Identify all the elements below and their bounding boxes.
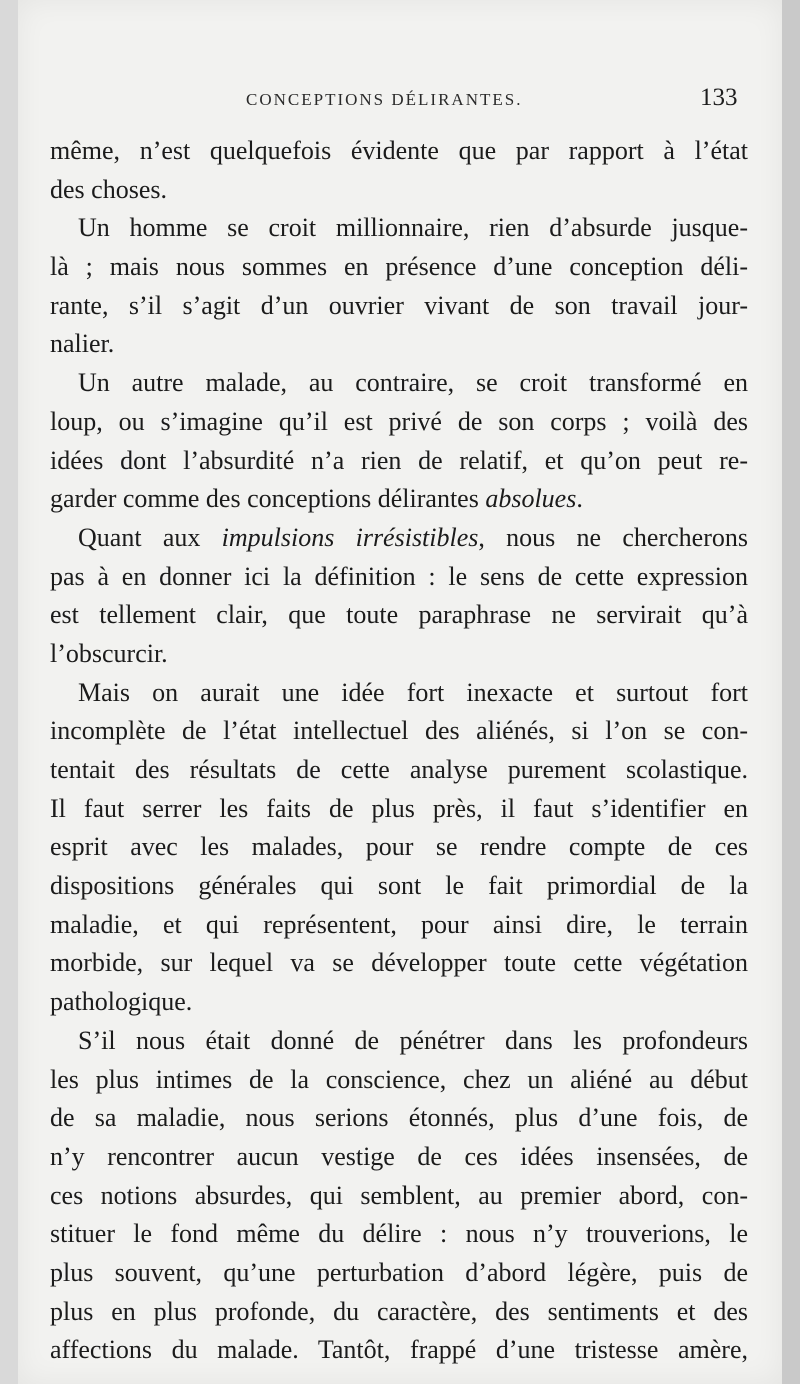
line-text: Un autre malade, au contraire, se croit transformé en: [78, 368, 748, 398]
line-text: esprit avec les malades, pour se rendre compte de ces: [50, 832, 748, 862]
line-text: les plus intimes de la conscience, chez un aliéné au début: [50, 1064, 748, 1094]
line-text-before: garder comme des conceptions délirantes: [50, 484, 486, 514]
text-line: [50, 712, 748, 751]
line-text: incomplète de l’état intellectuel des aliénés, si l’on se con-: [50, 716, 748, 746]
page-header: [0, 84, 800, 118]
line-text: S’il nous était donné de pénétrer dans les profondeurs: [78, 1025, 748, 1055]
line-text: idées dont l’absurdité n’a rien de relatif, et qu’on peut re-: [50, 445, 748, 475]
text-line: [50, 1293, 748, 1332]
line-text: est tellement clair, que toute paraphrase ne servirait qu’à: [50, 600, 748, 630]
text-line: [50, 325, 748, 364]
text-line: [50, 132, 748, 171]
line-text: l’obscurcir.: [50, 638, 168, 668]
line-text: là ; mais nous sommes en présence d’une conception déli-: [50, 252, 748, 282]
page-number: 133: [700, 84, 738, 111]
text-line: [50, 1215, 748, 1254]
line-text: Mais on aurait une idée fort inexacte et surtout fort: [78, 677, 748, 707]
text-line: [50, 944, 748, 983]
line-text: plus souvent, qu’une perturbation d’abord légère, puis de: [50, 1257, 748, 1287]
line-text-after: .: [576, 484, 583, 514]
text-line: [50, 867, 748, 906]
line-text: pathologique.: [50, 987, 193, 1017]
line-text: n’y rencontrer aucun vestige de ces idées insensées, de: [50, 1141, 748, 1171]
line-text: Un homme se croit millionnaire, rien d’absurde jusque-: [78, 213, 748, 243]
text-line: [50, 558, 748, 597]
text-line: [50, 1061, 748, 1100]
text-line: [50, 519, 748, 558]
line-text: même, n’est quelquefois évidente que par rapport à l’état: [50, 136, 748, 165]
text-line: [50, 983, 748, 1022]
text-line: [50, 442, 748, 481]
text-line: [50, 287, 748, 326]
body-text: [50, 132, 748, 1370]
italic-term: absolues: [485, 484, 577, 514]
text-line: [50, 1177, 748, 1216]
text-line: [50, 209, 748, 248]
text-line: [50, 403, 748, 442]
line-text: affections du malade. Tantôt, frappé d’une tristesse amère,: [50, 1335, 748, 1365]
text-line: [50, 596, 748, 635]
text-line: [50, 1099, 748, 1138]
line-text-after: , nous ne chercherons: [478, 522, 748, 552]
line-text: des choses.: [50, 174, 167, 204]
line-text: ces notions absurdes, qui semblent, au premier abord, con-: [50, 1180, 748, 1210]
line-text: Il faut serrer les faits de plus près, il faut s’identifier en: [50, 793, 748, 823]
text-line: [50, 364, 748, 403]
running-title: CONCEPTIONS DÉLIRANTES.: [246, 90, 523, 109]
line-text: de sa maladie, nous serions étonnés, plus d’une fois, de: [50, 1103, 748, 1133]
line-text: tentait des résultats de cette analyse purement scolastique.: [50, 755, 748, 784]
text-line: [50, 674, 748, 713]
line-text: plus en plus profonde, du caractère, des sentiments et des: [50, 1296, 748, 1326]
line-text: maladie, et qui représentent, pour ainsi dire, le terrain: [50, 909, 748, 939]
text-line: [50, 1254, 748, 1293]
line-text: rante, s’il s’agit d’un ouvrier vivant de son travail jour-: [50, 290, 748, 320]
page-edge-shadow: [782, 0, 800, 1384]
text-line: [50, 906, 748, 945]
text-line: [50, 790, 748, 829]
line-text: loup, ou s’imagine qu’il est privé de son corps ; voilà des: [50, 406, 748, 436]
text-line: [50, 1138, 748, 1177]
line-text: pas à en donner ici la définition : le sens de cette expression: [50, 561, 748, 591]
text-line: [50, 751, 748, 790]
text-line: [50, 635, 748, 674]
text-line: [50, 171, 748, 210]
text-line: [50, 480, 748, 519]
line-text-before: Quant aux: [78, 522, 222, 552]
italic-term: impulsions irrésistibles: [221, 522, 479, 552]
line-text: stituer le fond même du délire : nous n’y trouverions, le: [50, 1219, 748, 1249]
line-text: dispositions générales qui sont le fait primordial de la: [50, 871, 748, 901]
line-text: nalier.: [50, 329, 115, 359]
text-line: [50, 248, 748, 287]
text-line: [50, 828, 748, 867]
line-text: morbide, sur lequel va se développer toute cette végétation: [50, 948, 748, 978]
text-line: [50, 1022, 748, 1061]
text-line: [50, 1331, 748, 1370]
